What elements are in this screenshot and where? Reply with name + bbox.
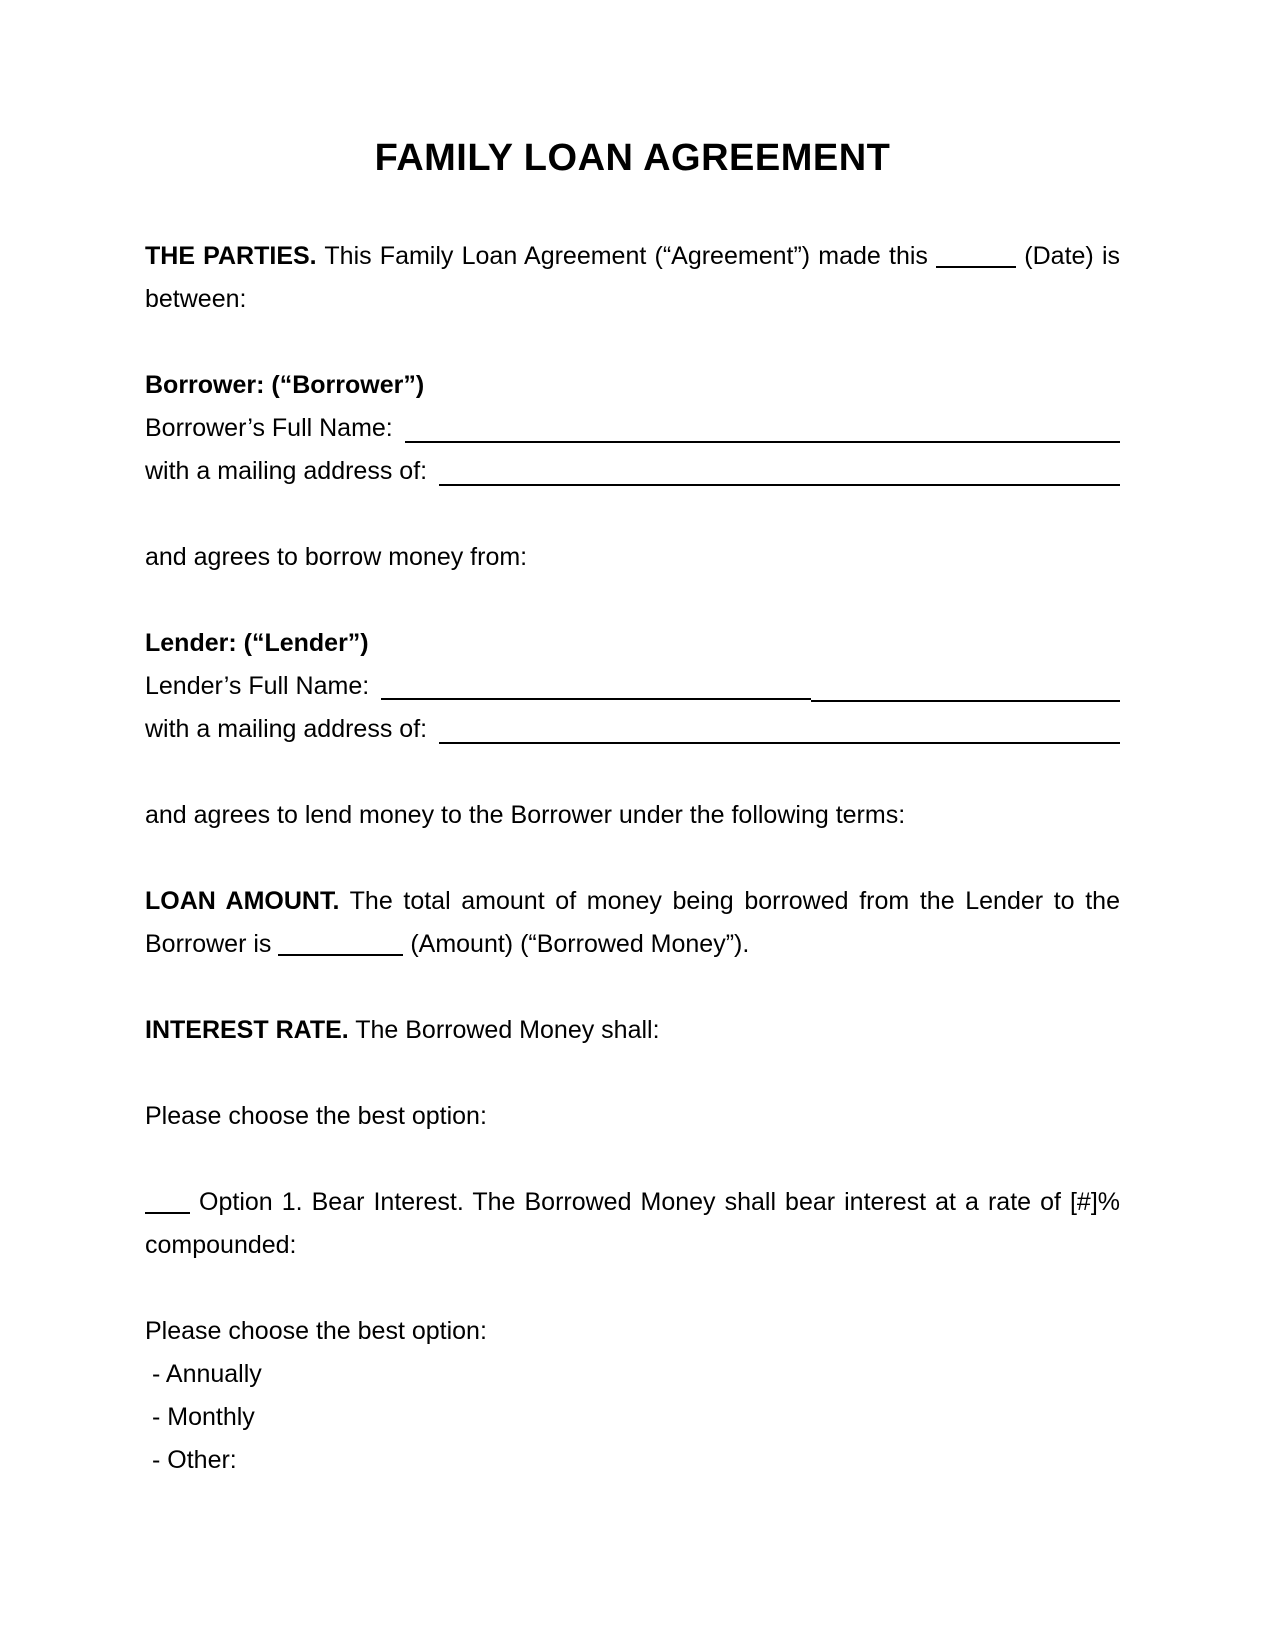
borrower-address-row	[145, 450, 1120, 493]
compound-option-other: - Other:	[152, 1446, 237, 1474]
lender-name-blank-line-segment-2	[811, 665, 1120, 702]
borrower-heading: Borrower: (“Borrower”)	[145, 371, 425, 399]
option-1-paragraph	[145, 1181, 1120, 1267]
document-title: FAMILY LOAN AGREEMENT	[374, 137, 891, 179]
interest-rate-paragraph	[145, 1009, 1120, 1052]
lender-address-label: with a mailing address of:	[145, 715, 428, 743]
lender-address-blank-line	[439, 708, 1120, 744]
loan-amount-paragraph	[145, 880, 1120, 966]
interest-rate-text: The Borrowed Money shall:	[355, 1016, 660, 1044]
agrees-lend-line: and agrees to lend money to the Borrower under the following terms:	[145, 801, 906, 829]
lender-name-row	[145, 665, 1120, 708]
compound-option-annually: - Annually	[152, 1360, 262, 1388]
choose-option-prompt-2: Please choose the best option:	[145, 1317, 487, 1345]
parties-text-after-blank: (Date) is between:	[145, 242, 1120, 313]
parties-text-before-blank: This Family Loan Agreement (“Agreement”) made this	[324, 242, 928, 270]
compound-options-section	[145, 1310, 1120, 1482]
choose-option-prompt-1: Please choose the best option:	[145, 1102, 487, 1130]
lender-heading: Lender: (“Lender”)	[145, 629, 369, 657]
agrees-borrow-line: and agrees to borrow money from:	[145, 543, 528, 571]
loan-amount-text-before-blank: The total amount of money being borrowed from the Lender to the Borrower is	[145, 887, 1120, 958]
option-1-selection-blank	[145, 1212, 190, 1214]
borrower-name-blank-line	[405, 407, 1120, 443]
lender-section	[145, 622, 1120, 751]
borrower-name-label: Borrower’s Full Name:	[145, 414, 393, 442]
date-blank-line	[936, 266, 1016, 268]
lender-name-blank-line-segment-1	[381, 665, 811, 700]
loan-amount-text-after-blank: (Amount) (“Borrowed Money”).	[410, 930, 750, 958]
borrower-address-blank-line	[439, 450, 1120, 486]
compound-option-monthly: - Monthly	[152, 1403, 255, 1431]
interest-rate-lead: INTEREST RATE.	[145, 1016, 349, 1044]
borrower-address-label: with a mailing address of:	[145, 457, 428, 485]
loan-amount-lead: LOAN AMOUNT.	[145, 887, 340, 915]
lender-address-row	[145, 708, 1120, 751]
parties-lead: THE PARTIES.	[145, 242, 317, 270]
lender-name-label: Lender’s Full Name:	[145, 672, 370, 700]
borrower-section	[145, 364, 1120, 493]
option-1-text: Option 1. Bear Interest. The Borrowed Money shall bear interest at a rate of [#]% compounded:	[145, 1188, 1120, 1259]
amount-blank-line	[278, 954, 403, 956]
parties-paragraph	[145, 235, 1120, 321]
borrower-name-row	[145, 407, 1120, 450]
